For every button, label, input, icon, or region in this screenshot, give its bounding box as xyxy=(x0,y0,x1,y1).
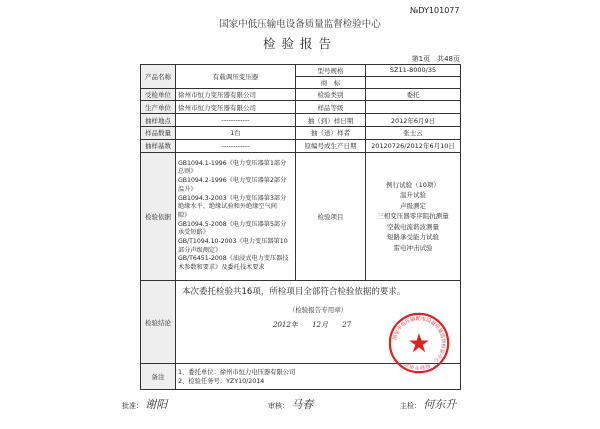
main-inspector-field xyxy=(400,396,456,412)
basis-item: 总则》 xyxy=(178,168,197,176)
test-item: 三相变压器零序阻抗测量 xyxy=(377,212,449,221)
basis-item: 温升》 xyxy=(178,185,197,193)
main-inspector-label: 主检： xyxy=(400,402,421,410)
official-stamp xyxy=(388,312,450,374)
client-label: 受检单位 xyxy=(141,88,176,101)
trademark-value xyxy=(366,76,461,88)
main-inspector-signature: 何东升 xyxy=(423,398,457,411)
product-name-label: 产品名称 xyxy=(141,65,176,89)
product-name-value: 有载调压变压器 xyxy=(176,65,296,89)
remarks-label: 备注 xyxy=(141,364,176,390)
sampler-value: 张士云 xyxy=(366,126,461,139)
stamp-star-icon xyxy=(409,333,429,352)
quantity-label: 样品数量 xyxy=(141,126,176,139)
remarks-line: 2、检验任务号：YZY10/2014 xyxy=(178,377,265,385)
remarks-line: 1、委托单位：徐州市恒力电压器有限公司 xyxy=(178,368,296,376)
sample-base-label: 抽样基数 xyxy=(141,139,176,152)
sampler-label: 抽（送）样者 xyxy=(296,126,366,139)
basis-label: 检验依据 xyxy=(141,152,176,280)
basis-item: 绝缘水平、绝缘试验和外绝缘空气间 xyxy=(178,203,277,211)
basis-item: GB1094.2-1996《电力变压器第2部分 xyxy=(178,177,287,185)
test-item: 声级测定 xyxy=(400,201,426,210)
basis-item: GB1094.1-1996《电力变压器第1部分 xyxy=(178,159,287,167)
page-title: 检验报告 xyxy=(262,36,337,51)
approve-field xyxy=(122,396,167,412)
test-type-value: 委托 xyxy=(366,88,461,101)
report-number: №DY101077 xyxy=(410,6,460,15)
test-type-label: 检验类别 xyxy=(296,88,366,101)
trademark-label: 商 标 xyxy=(296,76,366,88)
seal-caption: （检验报告专用章） xyxy=(288,305,348,314)
basis-list xyxy=(176,152,296,280)
arrival-date-value: 2012年6月9日 xyxy=(366,114,461,127)
maker-value: 徐州市恒力变压器有限公司 xyxy=(176,101,296,114)
serial-label: 原编号或生产日期 xyxy=(296,139,366,152)
sample-base-value: ------------ xyxy=(176,139,296,152)
basis-item: GB/T1094.10-2003《电力变压器第10 xyxy=(178,238,288,246)
sample-grade-value xyxy=(366,101,461,114)
date-day: 27 xyxy=(342,320,352,329)
conclusion-label: 检验结论 xyxy=(141,280,176,363)
basis-item: 隙》 xyxy=(178,211,191,219)
sample-place-label: 抽样地点 xyxy=(141,114,176,127)
model-value: SZ11-8000/35 xyxy=(366,65,461,77)
page-info: 第1页 共48页 xyxy=(411,55,460,63)
test-item: 温升试验 xyxy=(400,191,426,200)
test-items-list xyxy=(366,152,461,280)
test-item: 例行试验（10项） xyxy=(386,180,440,189)
basis-item: GB/T6451-2008《油浸式电力变压器技 xyxy=(178,255,289,263)
basis-item: 术参数和要求》及委托技术要求 xyxy=(178,264,265,272)
maker-label: 生产单位 xyxy=(141,101,176,114)
test-item: 雷电冲击试验 xyxy=(393,243,433,252)
date-month: 12月 xyxy=(312,320,328,329)
stamp-textpath: 国家中低压输配电设备质量监督检验中心 检验专用章 xyxy=(392,315,447,371)
basis-item: GB1094.5-2008《电力变压器第5部分 xyxy=(178,220,287,228)
basis-item: 承受短路》 xyxy=(178,229,209,237)
conclusion-text: 本次委托检验共16项，所检项目全部符合检验依据的要求。 xyxy=(182,286,406,297)
serial-value: 20120726/2012年6月10日 xyxy=(366,139,461,152)
review-signature: 马春 xyxy=(291,398,314,411)
organization-name: 国家中低压输电设备质量监督检验中心 xyxy=(219,19,381,30)
sample-grade-label: 样品等级 xyxy=(296,101,366,114)
sample-place-value: ------------ xyxy=(176,114,296,127)
basis-item: GB1094.3-2003《电力变压器第3部分 xyxy=(178,194,287,202)
test-items-label: 检验项目 xyxy=(296,152,366,280)
model-label: 型号规格 xyxy=(296,65,366,77)
review-field xyxy=(268,396,313,412)
basis-item: 部分声级测定》 xyxy=(178,246,222,254)
approve-label: 批准： xyxy=(122,402,143,410)
date-year: 2012年 xyxy=(273,320,298,329)
arrival-date-label: 抽（到）样日期 xyxy=(296,114,366,127)
review-label: 审核： xyxy=(268,402,289,410)
approve-signature: 谢阳 xyxy=(145,398,168,411)
client-value: 徐州市恒力变压器有限公司 xyxy=(176,88,296,101)
quantity-value: 1台 xyxy=(176,126,296,139)
test-item: 空载电流谐波测量 xyxy=(387,222,439,231)
test-item: 短路承受能力试验 xyxy=(387,233,439,242)
